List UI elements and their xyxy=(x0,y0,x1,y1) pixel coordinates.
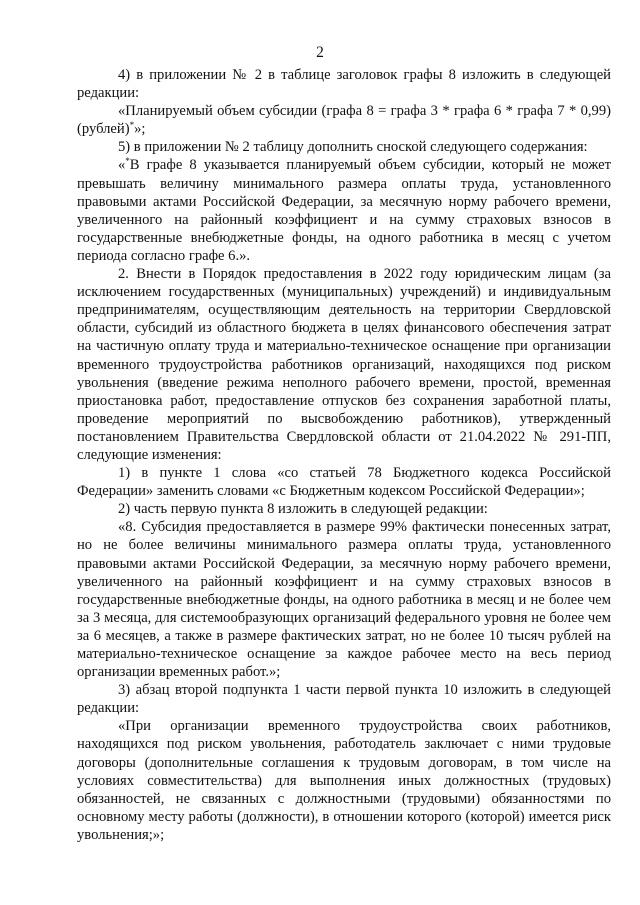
paragraph-tail: »; xyxy=(134,121,146,138)
paragraph-text: 3) абзац второй подпункта 1 части первой пункта 10 изложить в следующей редакции: xyxy=(77,682,611,717)
paragraph-text: 2) часть первую пункта 8 изложить в следующей редакции: xyxy=(118,501,488,518)
paragraph-employment-quote xyxy=(77,717,611,844)
paragraph-subitem-2 xyxy=(77,500,611,518)
paragraph-subitem-1 xyxy=(77,464,611,500)
paragraph-text: «При организации временного трудоустройства своих работников, находящихся под риском увольнения, работодатель заключает с ними трудовые договоры (дополнительные соглашения к трудовым договорам, в том числе на условиях совместительства) для выполнения иных должностных (трудовых) обязанностей, не связанных с должностными (трудовыми) обязанностями по основному месту работы (должности), в отношении которого (которой) имеется риск увольнения;»; xyxy=(77,718,611,843)
footnote-marker: * xyxy=(125,156,130,167)
paragraph-text: 5) в приложении № 2 таблицу дополнить сноской следующего содержания: xyxy=(118,139,588,156)
document-body xyxy=(77,66,611,844)
footnote-marker: * xyxy=(129,120,135,131)
paragraph-text: 4) в приложении № 2 в таблице заголовок графы 8 изложить в следующей редакции: xyxy=(77,67,611,102)
paragraph-text: «Планируемый объем субсидии (графа 8 = графа 3 * графа 6 * графа 7 * 0,99) (рублей) xyxy=(77,103,611,138)
paragraph-footnote-quote xyxy=(77,156,611,265)
paragraph-text: 2. Внести в Порядок предоставления в 2022 году юридическим лицам (за исключением государственных (муниципальных) учреждений) и индивидуальным предпринимателям, осуществляющим деятельность на территории Свердловской области, субсидий из областного бюджета в целях финансового обеспечения затрат на частичную оплату труда и материально-техническое оснащение при организации временного трудоустройства работников организаций, находящихся под риском увольнения (введение режима неполного рабочего времени, простой, временная приостановка работ, предоставление отпусков без сохранения заработной платы, проведение мероприятий по высвобождению работников), утвержденный постановлением Правительства Свердловской области от 21.04.2022 № 291-ПП, следующие изменения: xyxy=(77,266,611,463)
paragraph-tail: В графе 8 указывается планируемый объем субсидии, который не может превышать величину минимального размера оплаты труда, установленного правовыми актами Российской Федерации, за месячную норму рабочего времени, увеличенного на районный коэффициент и на сумму страховых взносов в государственные внебюджетные фонды, на одного работника в месяц с учетом периода согласно графе 6.». xyxy=(77,157,611,264)
paragraph-text: « xyxy=(118,157,126,174)
paragraph-section-2-intro xyxy=(77,265,611,464)
paragraph-text: «8. Субсидия предоставляется в размере 99% фактически понесенных затрат, но не более величины минимального размера оплаты труда, установленного правовыми актами Российской Федерации, за месячную норму рабочего времени, увеличенного на районный коэффициент и на сумму страховых взносов в государственные внебюджетные фонды, на одного работника в месяц и не более чем за 3 месяца, для системообразующих организаций федерального уровня не более чем за 6 месяцев, а также в размере фактических затрат, но не более 10 тысяч рублей на материально-техническое оснащение за каждое рабочее место на весь период организации временных работ.»; xyxy=(77,519,611,681)
paragraph-point-8-quote xyxy=(77,518,611,681)
paragraph-item-4-heading xyxy=(77,66,611,102)
paragraph-item-5-heading xyxy=(77,138,611,156)
page-number: 2 xyxy=(316,44,324,61)
paragraph-column-title-quote xyxy=(77,102,611,138)
paragraph-subitem-3 xyxy=(77,681,611,717)
paragraph-text: 1) в пункте 1 слова «со статьей 78 Бюджетного кодекса Российской Федерации» заменить словами «с Бюджетным кодексом Российской Федерации»; xyxy=(77,465,611,500)
